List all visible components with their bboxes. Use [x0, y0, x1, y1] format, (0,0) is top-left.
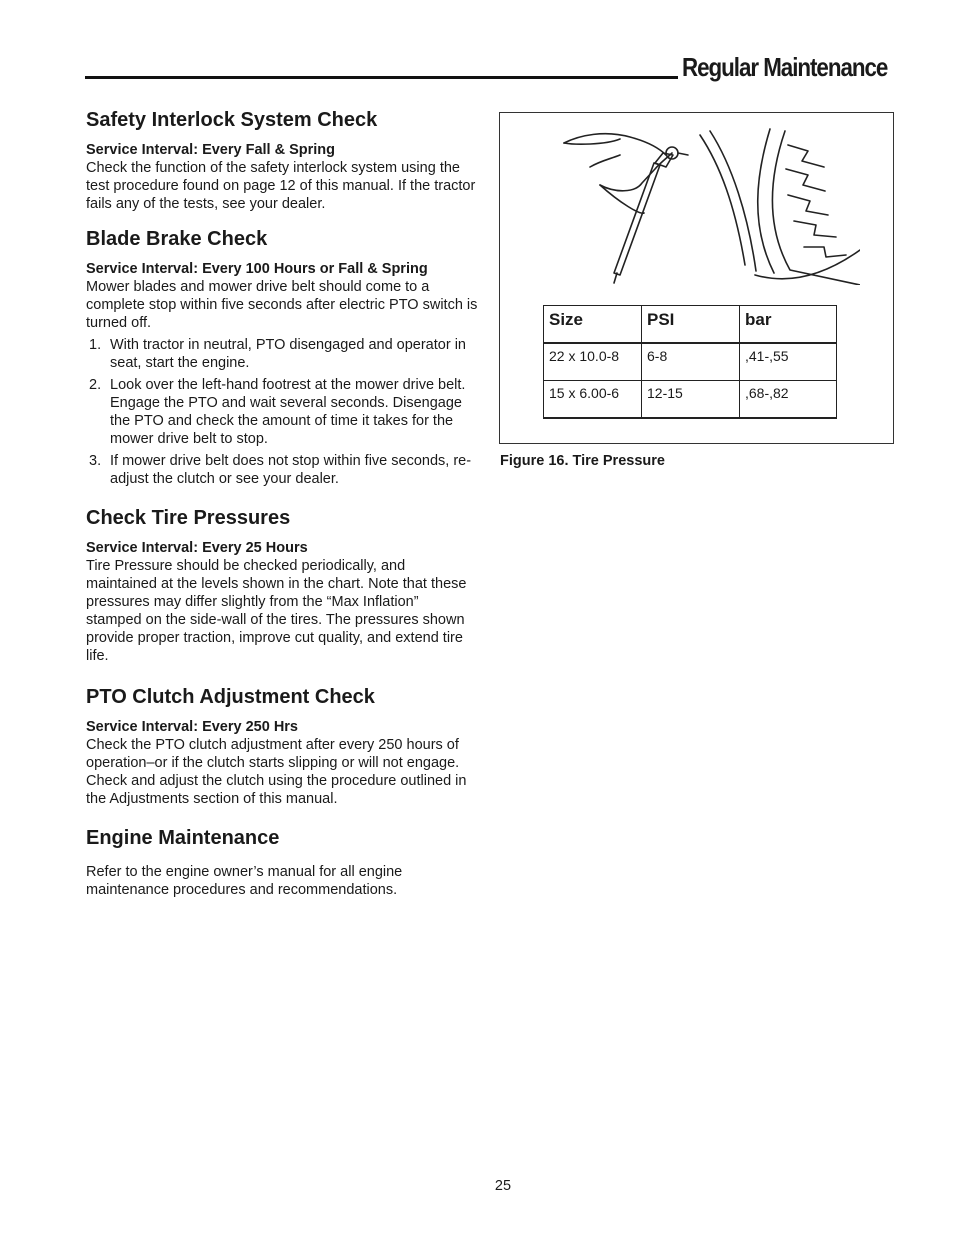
table-row: [544, 343, 837, 381]
step-list: [86, 336, 478, 488]
section-heading: PTO Clutch Adjustment Check: [86, 686, 375, 708]
section-heading: Blade Brake Check: [86, 228, 268, 250]
column-header-bar: bar: [740, 306, 837, 344]
section-body: Mower blades and mower drive belt should come to a complete stop within five seconds after electric PTO switch is turned off.: [86, 279, 478, 331]
section-body: Refer to the engine owner’s manual for all engine maintenance procedures and recommendations.: [86, 864, 403, 898]
section-heading: Check Tire Pressures: [86, 507, 291, 529]
section-body: Check the function of the safety interlock system using the test procedure found on page 12 of this manual. If the tractor fails any of the tests, see your dealer.: [86, 160, 476, 212]
list-item: [86, 336, 478, 372]
header-rule: [85, 76, 678, 79]
step-text: Look over the left-hand footrest at the mower drive belt. Engage the PTO and wait several seconds. Disengage the PTO and check the amount of time it takes for the mower drive belt to stop.: [110, 377, 466, 447]
table-row: [544, 381, 837, 419]
page-number: 25: [494, 1178, 512, 1194]
step-number: 2.: [89, 377, 102, 393]
table-cell: 15 x 6.00-6: [544, 381, 642, 419]
step-text: With tractor in neutral, PTO disengaged and operator in seat, start the engine.: [110, 337, 466, 371]
section-body: Tire Pressure should be checked periodically, and maintained at the levels shown in the chart. Note that these pressures may differ slightly from the “Max Inflation” stamped on the side-wall of the tires. The pressures shown provide proper traction, improve cut quality, and extend tire life.: [86, 558, 467, 664]
column-header-psi: PSI: [642, 306, 740, 344]
service-interval: Service Interval: Every 25 Hours: [86, 540, 308, 556]
page-title: Regular Maintenance: [682, 52, 888, 82]
table-cell: 6-8: [642, 343, 740, 381]
section-safety-interlock: [86, 108, 478, 213]
column-header-size: Size: [544, 306, 642, 344]
figure-tire-pressure: [499, 112, 894, 444]
table-cell: ,68-,82: [740, 381, 837, 419]
tire-pressure-table: [543, 305, 837, 419]
tire-gauge-illustration: [560, 125, 860, 285]
section-blade-brake: [86, 227, 478, 488]
section-engine-maintenance: [86, 826, 478, 899]
service-interval: Service Interval: Every 100 Hours or Fall & Spring: [86, 261, 428, 277]
section-body: Check the PTO clutch adjustment after every 250 hours of operation–or if the clutch starts slipping or will not engage. Check and adjust the clutch using the procedure outlined in the Adjustments section of this manual.: [86, 737, 467, 807]
left-column: [86, 108, 478, 913]
table-cell: 22 x 10.0-8: [544, 343, 642, 381]
table-cell: 12-15: [642, 381, 740, 419]
step-text: If mower drive belt does not stop within five seconds, re-adjust the clutch or see your dealer.: [110, 453, 472, 487]
section-heading: Engine Maintenance: [86, 827, 280, 849]
list-item: [86, 376, 478, 448]
list-item: [86, 452, 478, 488]
step-number: 3.: [89, 453, 102, 469]
service-interval: Service Interval: Every Fall & Spring: [86, 142, 336, 158]
service-interval: Service Interval: Every 250 Hrs: [86, 719, 298, 735]
table-cell: ,41-,55: [740, 343, 837, 381]
section-tire-pressures: [86, 506, 478, 665]
table-header-row: [544, 306, 837, 344]
step-number: 1.: [89, 337, 102, 353]
figure-caption: Figure 16. Tire Pressure: [500, 453, 665, 469]
section-pto-clutch: [86, 685, 478, 808]
section-heading: Safety Interlock System Check: [86, 109, 378, 131]
